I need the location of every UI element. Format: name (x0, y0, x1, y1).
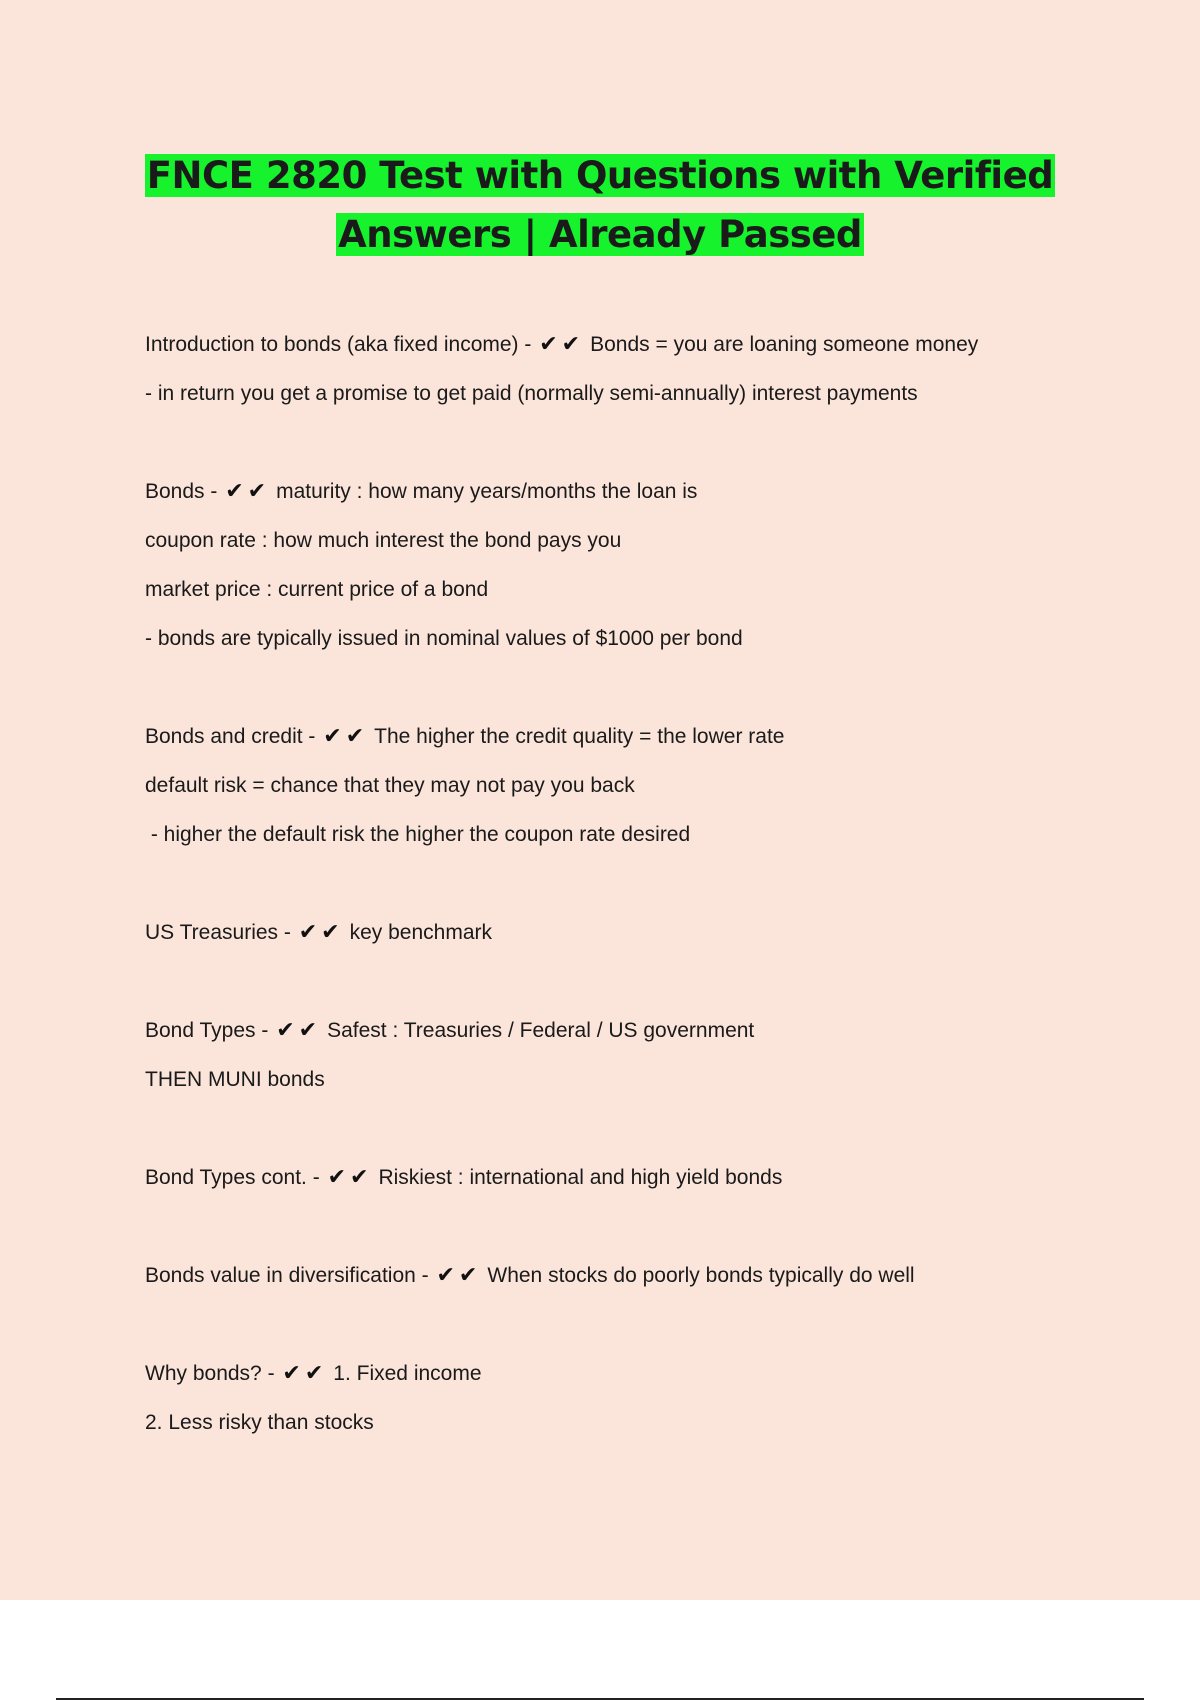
answer-continuation: THEN MUNI bonds (145, 1068, 325, 1091)
double-check-icon: ✔✔ (276, 1018, 322, 1043)
double-check-icon: ✔✔ (539, 332, 585, 357)
title-line-2: Answers | Already Passed (338, 213, 862, 256)
answer-continuation: - in return you get a promise to get paid (normally semi-annually) interest payments (145, 382, 918, 405)
double-check-icon: ✔✔ (327, 1165, 373, 1190)
qa-entry (145, 712, 1065, 859)
question-term: Bond Types cont. - (145, 1166, 320, 1189)
question-term: US Treasuries - (145, 921, 291, 944)
double-check-icon: ✔✔ (298, 920, 344, 945)
double-check-icon: ✔✔ (282, 1361, 328, 1386)
double-check-icon: ✔✔ (436, 1263, 482, 1288)
qa-list (145, 320, 1065, 1496)
qa-entry (145, 1349, 1065, 1447)
answer-continuation: 2. Less risky than stocks (145, 1411, 374, 1434)
qa-entry (145, 320, 1065, 418)
answer-text: Bonds = you are loaning someone money (590, 333, 979, 356)
answer-continuation: coupon rate : how much interest the bond pays you (145, 529, 622, 552)
title-line-1: FNCE 2820 Test with Questions with Verified (146, 154, 1054, 197)
answer-text: 1. Fixed income (333, 1362, 482, 1385)
question-term: Why bonds? - (145, 1362, 275, 1385)
question-term: Bond Types - (145, 1019, 269, 1042)
question-term: Bonds value in diversification - (145, 1264, 429, 1287)
answer-continuation: - higher the default risk the higher the coupon rate desired (145, 823, 691, 846)
answer-text: key benchmark (349, 921, 492, 944)
answer-text: The higher the credit quality = the lower rate (374, 725, 785, 748)
question-term: Introduction to bonds (aka fixed income) - (145, 333, 532, 356)
qa-entry (145, 467, 1065, 663)
answer-continuation: default risk = chance that they may not pay you back (145, 774, 635, 797)
qa-entry (145, 908, 1065, 957)
answer-text: Safest : Treasuries / Federal / US government (327, 1019, 755, 1042)
double-check-icon: ✔✔ (323, 724, 369, 749)
document-title (0, 146, 1200, 264)
answer-continuation: - bonds are typically issued in nominal values of $1000 per bond (145, 627, 743, 650)
question-term: Bonds - (145, 480, 218, 503)
answer-text: maturity : how many years/months the loan is (276, 480, 698, 503)
qa-entry (145, 1153, 1065, 1202)
question-term: Bonds and credit - (145, 725, 316, 748)
answer-text: Riskiest : international and high yield bonds (378, 1166, 783, 1189)
answer-continuation: market price : current price of a bond (145, 578, 489, 601)
double-check-icon: ✔✔ (225, 479, 271, 504)
answer-text: When stocks do poorly bonds typically do well (487, 1264, 915, 1287)
qa-entry (145, 1006, 1065, 1104)
qa-entry (145, 1251, 1065, 1300)
